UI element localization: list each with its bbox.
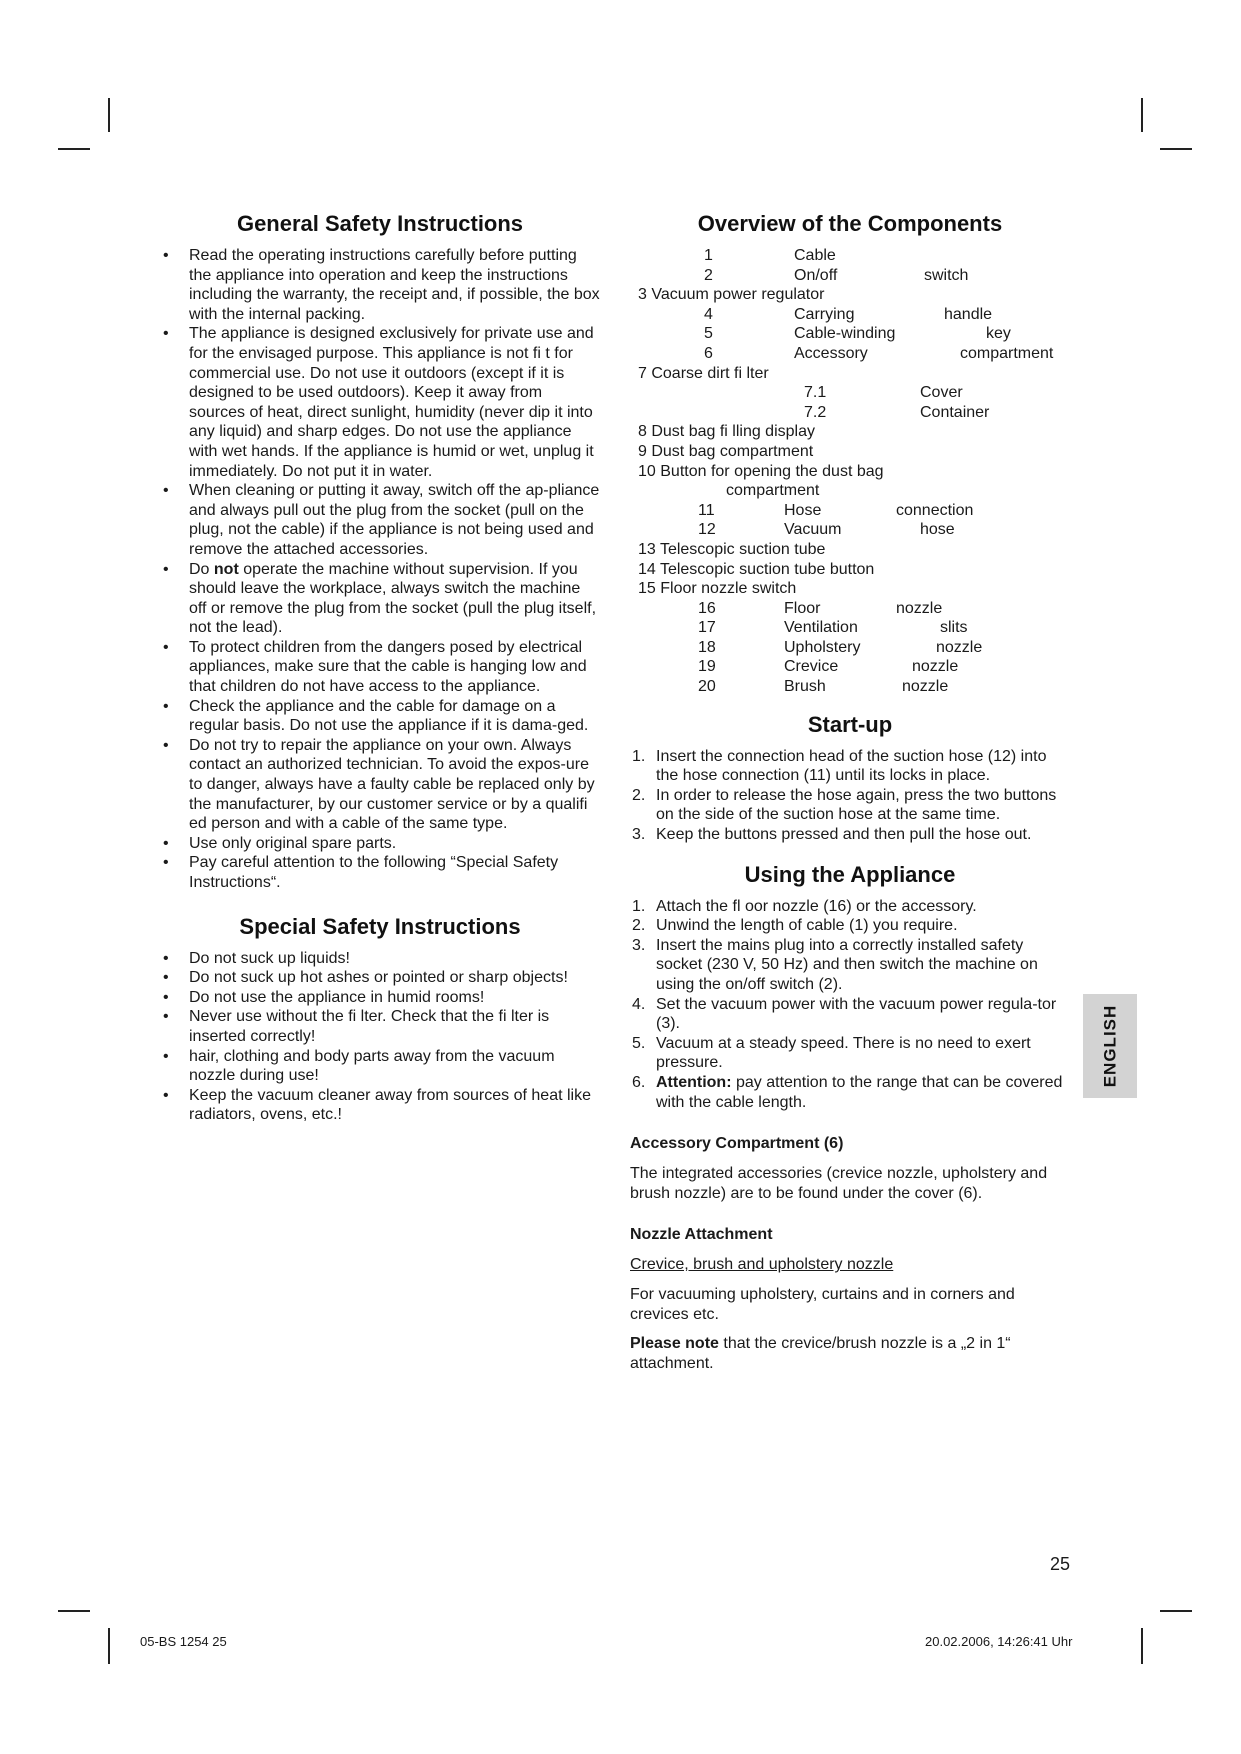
general-safety-list xyxy=(160,246,600,893)
list-item: • Do not operate the machine without supervision. If you should leave the workplace, always switch the machine off or remove the plug from the socket (pull the plug itself, not the lead). xyxy=(163,560,597,637)
list-item: • Do not suck up liquids! xyxy=(163,949,350,967)
accessory-heading: Accessory Compartment (6) xyxy=(630,1135,844,1153)
list-item: 2. Unwind the length of cable (1) you require. xyxy=(632,917,958,935)
language-tab xyxy=(1083,994,1137,1098)
list-item: 6. Attention: pay attention to the range that can be covered with the cable length. xyxy=(632,1073,1063,1111)
list-item: • Pay careful attention to the following “Special Safety Instructions“. xyxy=(163,854,559,891)
component-row: 1 Cable xyxy=(704,247,836,264)
component-row: 5 Cable-winding key xyxy=(704,325,1011,343)
list-item: 3. Keep the buttons pressed and then pull the hose out. xyxy=(632,826,1032,844)
special-safety-title: Special Safety Instructions xyxy=(239,913,521,939)
list-item: 4. Set the vacuum power with the vacuum power regula-tor (3). xyxy=(632,995,1057,1033)
list-item: 1. Insert the connection head of the suction hose (12) into the hose connection (11) until its locks in place. xyxy=(632,747,1047,785)
crop-mark xyxy=(58,1610,90,1612)
component-row: 17 Ventilation slits xyxy=(698,619,968,637)
component-row: 11 Hose connection xyxy=(698,501,974,519)
component-row: 7.1 Cover xyxy=(804,384,963,402)
using-title: Using the Appliance xyxy=(744,861,956,887)
list-item: • Do not use the appliance in humid rooms! xyxy=(163,988,485,1006)
component-row: 12 Vacuum hose xyxy=(698,521,955,539)
component-row: compartment xyxy=(726,482,820,500)
component-row: 16 Floor nozzle xyxy=(698,599,943,617)
component-row: 7.2 Container xyxy=(804,403,990,421)
component-row: 3 Vacuum power regulator xyxy=(638,286,825,304)
nozzle-subheading: Crevice, brush and upholstery nozzle xyxy=(630,1256,894,1274)
crop-mark xyxy=(1160,148,1192,150)
component-row: 8 Dust bag fi lling display xyxy=(638,423,815,441)
component-row: 7 Coarse dirt fi lter xyxy=(638,364,769,382)
component-row: 20 Brush nozzle xyxy=(698,678,949,696)
footer-left: 05-BS 1254 25 xyxy=(140,1634,227,1649)
list-item: • Do not try to repair the appliance on your own. Always contact an authorized technician. To avoid the expos-ure to danger, always have a faulty cable be replaced only by the manufacturer, by our customer service or by a qualifi ed person and with a cable of the same type. xyxy=(163,736,595,833)
nozzle-text: For vacuuming upholstery, curtains and in corners and crevices etc. xyxy=(630,1285,1015,1323)
crop-mark xyxy=(108,1628,110,1664)
right-column xyxy=(630,210,1070,1373)
list-item: 5. Vacuum at a steady speed. There is no need to exert pressure. xyxy=(632,1034,1031,1072)
list-item: • hair, clothing and body parts away from the vacuum nozzle during use! xyxy=(163,1047,555,1085)
component-row: 6 Accessory compartment xyxy=(704,344,1054,362)
component-row: 14 Telescopic suction tube button xyxy=(638,560,875,578)
startup-steps xyxy=(630,747,1070,845)
list-item: • Use only original spare parts. xyxy=(163,834,397,852)
component-row: 2 On/off switch xyxy=(704,266,969,284)
please-note: Please note that the crevice/brush nozzle is a „2 in 1“ attachment. xyxy=(630,1335,1011,1372)
list-item: 2. In order to release the hose again, press the two buttons on the side of the suction hose at the same time. xyxy=(632,786,1057,824)
component-row: 18 Upholstery nozzle xyxy=(698,638,983,656)
list-item: • Do not suck up hot ashes or pointed or sharp objects! xyxy=(163,969,568,987)
using-steps xyxy=(630,897,1070,1113)
crop-mark xyxy=(1141,1628,1143,1664)
crop-mark xyxy=(1141,98,1143,132)
list-item: • To protect children from the dangers posed by electrical appliances, make sure that the cable is hanging low and that children do not have access to the appliance. xyxy=(163,638,587,696)
component-row: 13 Telescopic suction tube xyxy=(638,540,826,558)
general-safety-title: General Safety Instructions xyxy=(236,211,524,236)
left-column xyxy=(160,210,600,1125)
special-safety-list xyxy=(160,949,600,1125)
list-item: 3. Insert the mains plug into a correctly installed safety socket (230 V, 50 Hz) and then switch the machine on using the on/off switch (2). xyxy=(632,936,1038,993)
component-row: 10 Button for opening the dust bag xyxy=(638,462,884,480)
list-item: • Check the appliance and the cable for damage on a regular basis. Do not use the appliance if it is dama-ged. xyxy=(163,697,589,735)
components-list xyxy=(630,246,1070,697)
component-row: 4 Carrying handle xyxy=(704,305,993,323)
list-item: • Read the operating instructions carefully before putting the appliance into operation and keep the instructions including the warranty, the receipt and, if possible, the box with the internal packing. xyxy=(163,247,600,323)
startup-title: Start-up xyxy=(807,711,893,737)
language-tab-label: ENGLISH xyxy=(1100,1004,1119,1088)
nozzle-heading: Nozzle Attachment xyxy=(630,1226,773,1244)
page-number: 25 xyxy=(1050,1554,1071,1574)
crop-mark xyxy=(58,148,90,150)
list-item: • Keep the vacuum cleaner away from sources of heat like radiators, ovens, etc.! xyxy=(163,1086,591,1124)
component-row: 15 Floor nozzle switch xyxy=(638,580,797,598)
crop-mark xyxy=(1160,1610,1192,1612)
list-item: • When cleaning or putting it away, switch off the ap-pliance and always pull out the plug from the socket (pull on the plug, not the cable) if the appliance is not being used and remove the attached accessories. xyxy=(163,482,600,558)
crop-mark xyxy=(108,98,110,132)
accessory-text: The integrated accessories (crevice nozzle, upholstery and brush nozzle) are to be found under the cover (6). xyxy=(630,1165,1048,1202)
overview-title: Overview of the Components xyxy=(697,211,1003,236)
list-item: • Never use without the fi lter. Check that the fi lter is inserted correctly! xyxy=(163,1008,550,1045)
component-row: 19 Crevice nozzle xyxy=(698,658,959,676)
list-item: 1. Attach the fl oor nozzle (16) or the accessory. xyxy=(632,897,977,915)
component-row: 9 Dust bag compartment xyxy=(638,442,814,460)
list-item: • The appliance is designed exclusively for private use and for the envisaged purpose. This appliance is not fi t for commercial use. Do not use it outdoors (except if it is designed to be used outdoors). Keep it away from sources of heat, direct sunlight, humidity (never dip it into any liquid) and sharp edges. Do not use the appliance with wet hands. If the appliance is humid or wet, unplug it immediately. Do not put it in water. xyxy=(163,325,594,480)
footer-right: 20.02.2006, 14:26:41 Uhr xyxy=(925,1634,1073,1649)
